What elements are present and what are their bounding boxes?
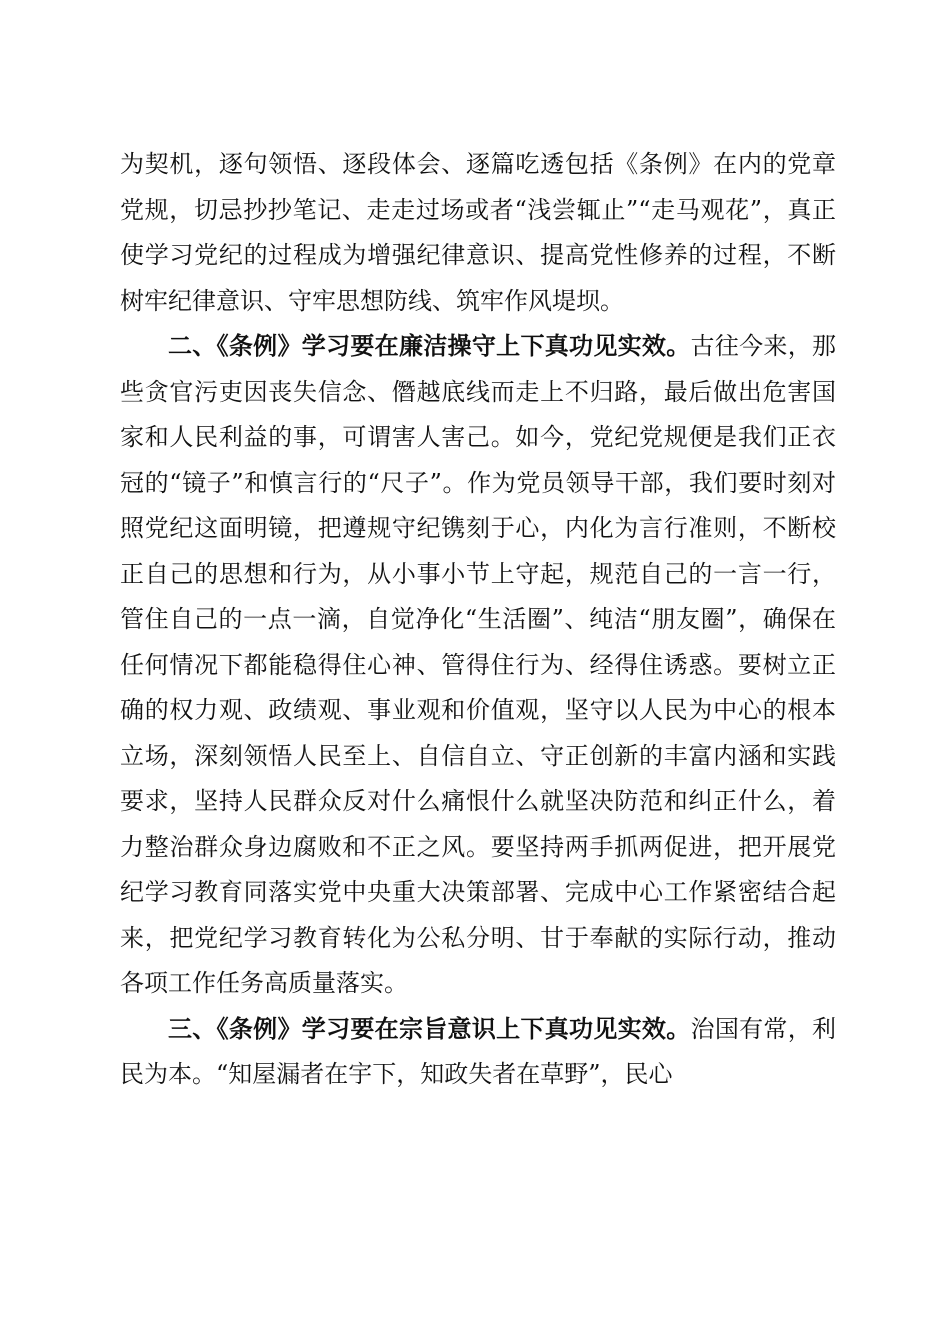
paragraph-text: 为契机，逐句领悟、逐段体会、逐篇吃透包括《条例》在内的党章党规，切忌抄抄笔记、走走过场或者“浅尝辄止”“走马观花”，真正使学习党纪的过程成为增强纪律意识、提高党性修养的过程，不断树牢纪律意识、守牢思想防线、筑牢作风堤坝。 <box>120 150 836 315</box>
section-heading-three: 三、《条例》学习要在宗旨意识上下真功见实效。 <box>168 1014 691 1043</box>
paragraph-section-two <box>120 324 836 1007</box>
paragraph-text: 治国有常，利民为本。“知屋漏者在宇下，知政失者在草野”，民心 <box>120 1014 837 1088</box>
section-heading-two: 二、《条例》学习要在廉洁操守上下真功见实效。 <box>168 332 691 360</box>
paragraph-text: 古往今来，那些贪官污吏因丧失信念、僭越底线而走上不归路，最后做出危害国家和人民利益的事，可谓害人害己。如今，党纪党规便是我们正衣冠的“镜子”和慎言行的“尺子”。作为党员领导干部，我们要时刻对照党纪这面明镜，把遵规守纪镌刻于心，内化为言行准则，不断校正自己的思想和行为，从小事小节上守起，规范自己的一言一行，管住自己的一点一滴，自觉净化“生活圈”、纯洁“朋友圈”，确保在任何情况下都能稳得住心神、管得住行为、经得住诱惑。要树立正确的权力观、政绩观、事业观和价值观，坚守以人民为中心的根本立场，深刻领悟人民至上、自信自立、守正创新的丰富内涵和实践要求，坚持人民群众反对什么痛恨什么就坚决防范和纠正什么，着力整治群众身边腐败和不正之风。要坚持两手抓两促进，把开展党纪学习教育同落实党中央重大决策部署、完成中心工作紧密结合起来，把党纪学习教育转化为公私分明、甘于奉献的实际行动，推动各项工作任务高质量落实。 <box>120 332 837 997</box>
document-body <box>120 142 836 1098</box>
paragraph-continuation <box>120 142 836 324</box>
paragraph-section-three <box>120 1007 836 1098</box>
